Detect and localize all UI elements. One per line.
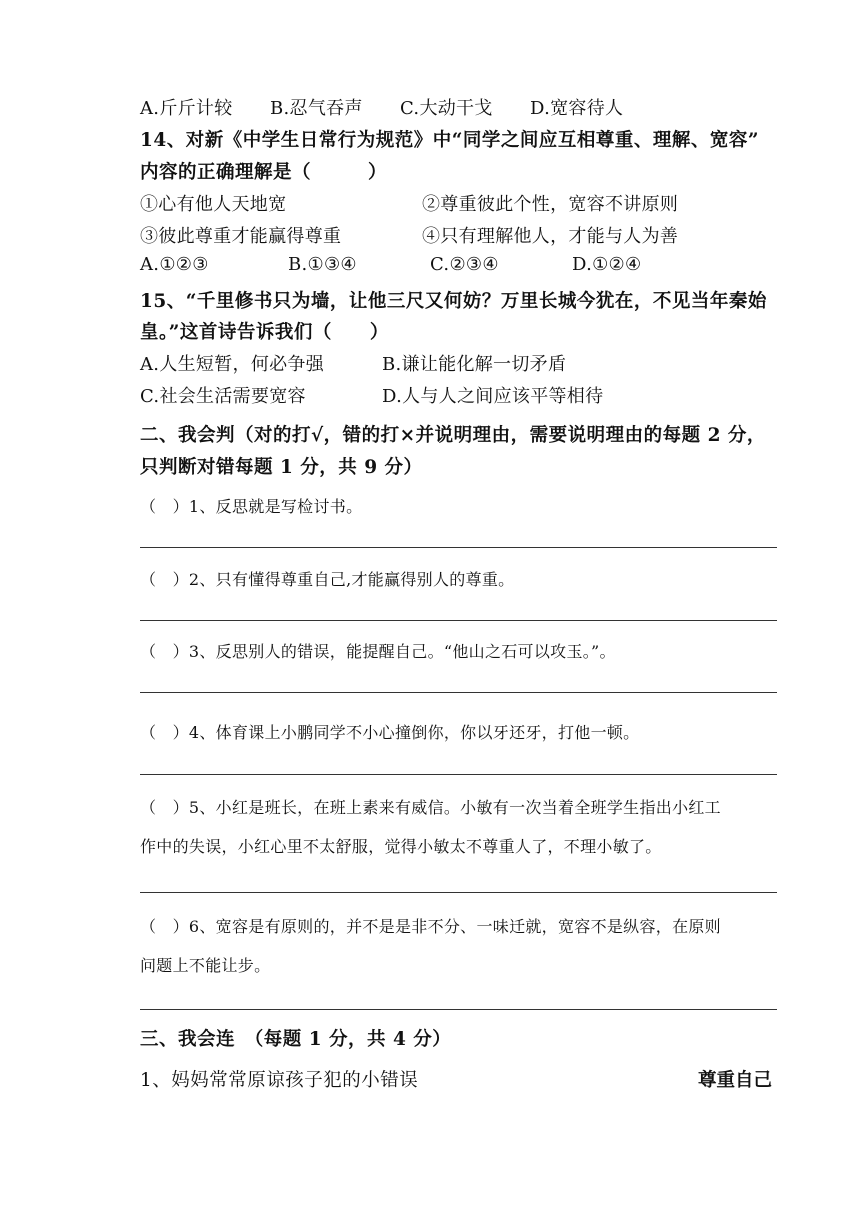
answer-line-1[interactable] [140,547,777,548]
q14-option-b: B.①③④ [288,254,357,275]
q15-option-b: B.谦让能化解一切矛盾 [382,354,567,375]
q14-statement-3: ③彼此尊重才能赢得尊重 [140,226,342,247]
answer-line-5[interactable] [140,892,777,893]
q14-statement-1: ①心有他人天地宽 [140,194,287,215]
match-item-1-left: 1、妈妈常常原谅孩子犯的小错误 [140,1070,419,1091]
q14-statements-row1 [140,190,678,216]
section3-heading: 三、我会连 （每题 1 分，共 4 分） [140,1029,452,1050]
q14-option-c: C.②③④ [430,254,499,275]
q13-option-d: D.宽容待人 [530,98,624,119]
judge-item-6-line1: （ ）6、宽容是有原则的，并不是是非不分、一味迁就，宽容不是纵容，在原则 [140,917,721,936]
q14-statements-row2 [140,222,678,248]
q15-options-row2 [140,382,603,408]
q14-stem-line1: 14、对新《中学生日常行为规范》中“同学之间应互相尊重、理解、宽容” [140,130,760,151]
q15-option-d: D.人与人之间应该平等相待 [382,386,604,407]
section2-heading-line2: 只判断对错每题 1 分，共 9 分） [140,457,423,478]
q13-options [140,94,623,120]
judge-item-3: （ ）3、反思别人的错误，能提醒自己。“他山之石可以攻玉。”。 [140,642,616,661]
q14-options [140,254,641,275]
judge-item-6-line2: 问题上不能让步。 [140,956,271,975]
q13-option-c: C.大动干戈 [400,98,493,119]
judge-item-1: （ ）1、反思就是写检讨书。 [140,497,363,516]
answer-line-2[interactable] [140,620,777,621]
q13-option-a: A.斤斤计较 [140,98,233,119]
q14-statement-4: ④只有理解他人，才能与人为善 [422,226,679,247]
match-item-1-right: 尊重自己 [698,1070,773,1091]
q15-options-row1 [140,350,566,376]
q15-option-c: C.社会生活需要宽容 [140,386,306,407]
judge-item-5-line2: 作中的失误，小红心里不太舒服，觉得小敏太不尊重人了，不理小敏了。 [140,837,662,856]
answer-line-6[interactable] [140,1009,777,1010]
answer-line-4[interactable] [140,774,777,775]
q15-option-a: A.人生短暂，何必争强 [140,354,325,375]
judge-item-2: （ ）2、只有懂得尊重自己,才能赢得别人的尊重。 [140,570,515,589]
judge-item-5-line1: （ ）5、小红是班长，在班上素来有威信。小敏有一次当着全班学生指出小红工 [140,798,721,817]
q14-statement-2: ②尊重彼此个性，宽容不讲原则 [422,194,679,215]
q14-stem-line2: 内容的正确理解是（ ） [140,162,388,183]
q15-stem-line2: 皇。”这首诗告诉我们（ ） [140,322,389,343]
judge-item-4: （ ）4、体育课上小鹏同学不小心撞倒你，你以牙还牙，打他一顿。 [140,723,640,742]
q15-stem-line1: 15、“千里修书只为墙，让他三尺又何妨？万里长城今犹在，不见当年秦始 [140,291,767,312]
q14-option-d: D.①②④ [572,254,642,275]
q14-option-a: A.①②③ [140,254,209,275]
answer-line-3[interactable] [140,692,777,693]
q13-option-b: B.忍气吞声 [270,98,363,119]
section2-heading-line1: 二、我会判（对的打√，错的打×并说明理由，需要说明理由的每题 2 分， [140,425,766,446]
